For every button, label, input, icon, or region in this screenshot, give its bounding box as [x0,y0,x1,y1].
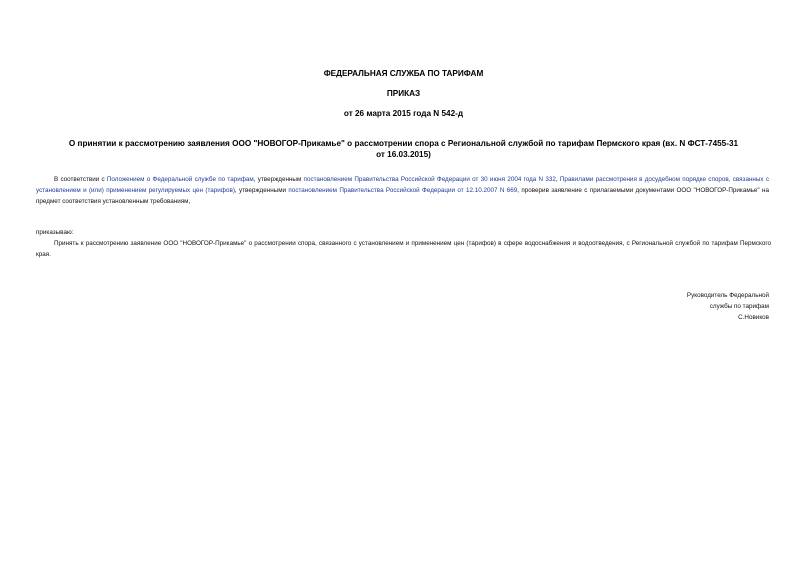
date-number-heading: от 26 марта 2015 года N 542-д [343,109,464,118]
signature-line-1: Руководитель Федеральной [686,292,769,299]
preamble-text-1: В соответствии с [54,176,107,183]
signatory-name: С.Новиков [738,314,769,322]
preamble-text-3: , [555,176,560,183]
order-item-paragraph: Принять к рассмотрению заявление ООО "НОВОГОР-Прикамье" о рассмотрении спора, связанного с установлением и применением цен (тарифов) в сфере водоснабжения и водоотведения, с Региональной службой по тарифам Пермского края. [36,240,771,258]
doc-type-heading: ПРИКАЗ [386,89,421,98]
preamble-text-2: , утвержденным [253,176,304,183]
signature-line-2: службы по тарифам [709,303,769,311]
link-government-decree-669[interactable]: постановлением Правительства Российской Федерации от 12.10.2007 N 669 [288,187,518,194]
document-title [36,138,771,160]
preamble-paragraph [36,174,769,207]
preamble-text-4: , утвержденными [234,187,289,194]
order-word: приказываю: [36,229,74,236]
preamble-text-5: , проверив заявление с прилагаемыми документами ООО "НОВОГОР-Прикамье" на предмет соответствия установленным требованиям, [36,187,770,205]
link-government-decree-332[interactable]: постановлением Правительства Российской Федерации от 30 июня 2004 года N 332 [303,176,556,183]
agency-heading: ФЕДЕРАЛЬНАЯ СЛУЖБА ПО ТАРИФАМ [323,69,484,78]
signature-block [687,290,769,324]
link-fts-regulation[interactable]: Положением о Федеральной службе по тарифам [106,176,254,183]
document-title-line-2: от 16.03.2015) [376,150,431,159]
link-dispute-rules[interactable]: Правилами рассмотрения в досудебном порядке споров, связанных с установлением и (или) применением регулируемых цен (тарифов) [36,176,769,194]
document-title-line-1: О принятии к рассмотрению заявления ООО "НОВОГОР-Прикамье" о рассмотрении спора с Региональной службой по тарифам Пермского края (вх. N ФСТ-7455-31 [68,139,739,148]
